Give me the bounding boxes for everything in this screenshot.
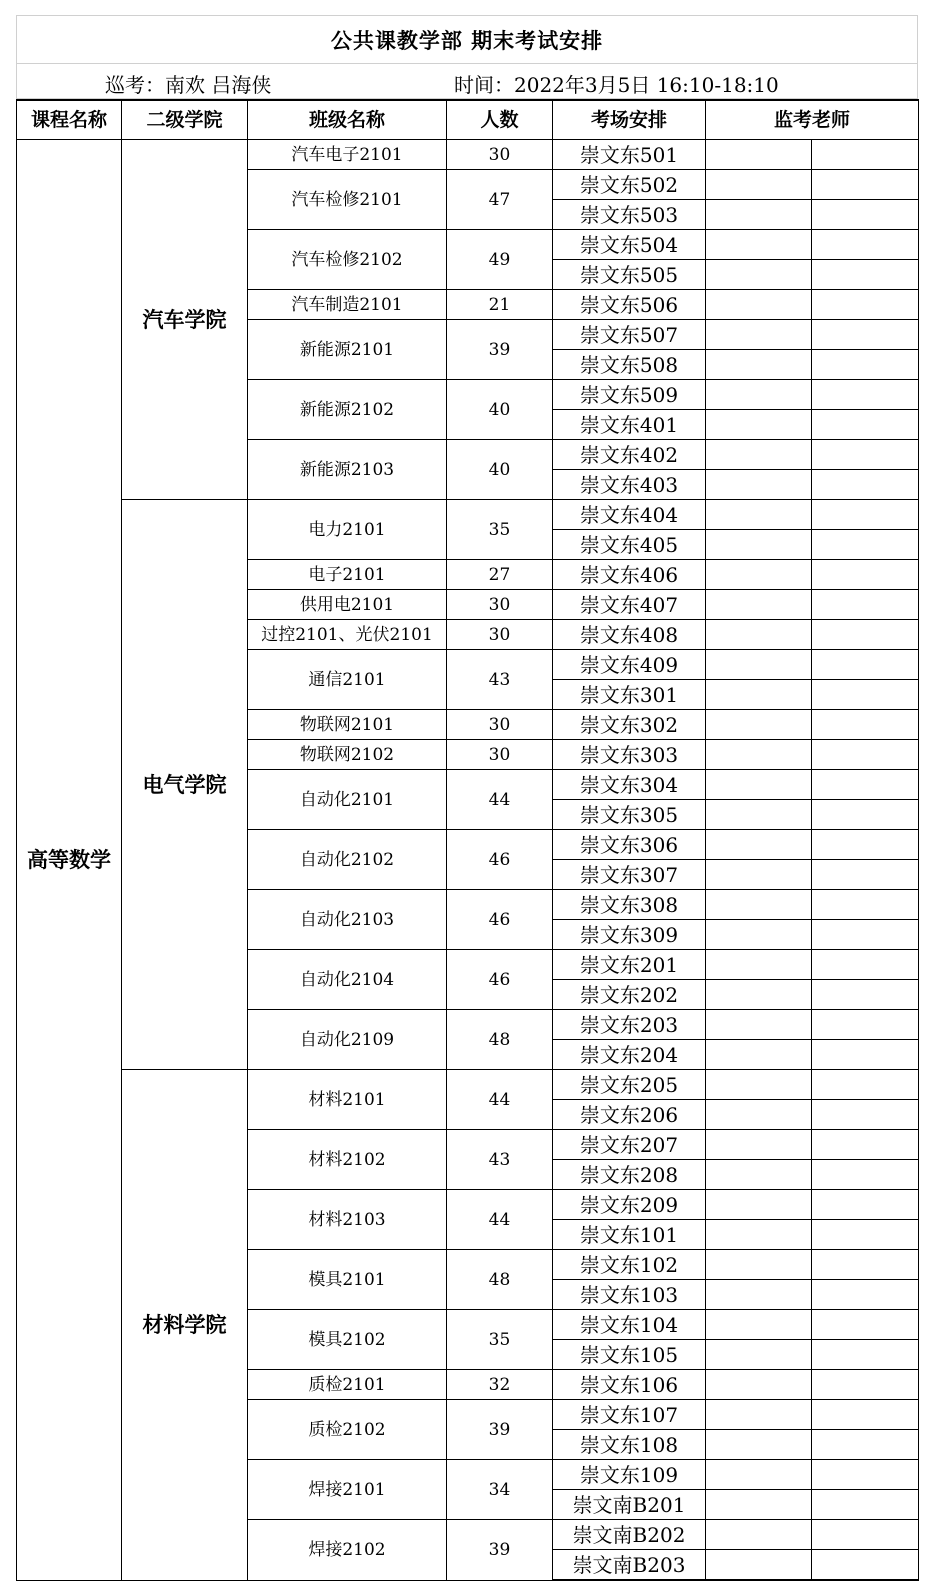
proctor-cell-1[interactable]: [706, 740, 812, 770]
proctor-cell-1[interactable]: [706, 920, 812, 950]
exam-room-cell: 崇文南B203: [553, 1550, 706, 1581]
proctor-cell-2[interactable]: [812, 290, 919, 320]
proctor-cell-2[interactable]: [812, 410, 919, 440]
student-count-cell: 46: [447, 890, 553, 950]
proctor-cell-1[interactable]: [706, 1430, 812, 1460]
proctor-cell-1[interactable]: [706, 1130, 812, 1160]
class-name-cell: 材料2101: [248, 1070, 447, 1130]
exam-room-cell: 崇文东106: [553, 1370, 706, 1400]
exam-room-cell: 崇文东507: [553, 320, 706, 350]
proctor-cell-2[interactable]: [812, 770, 919, 800]
proctor-cell-2[interactable]: [812, 500, 919, 530]
proctor-cell-2[interactable]: [812, 1310, 919, 1340]
proctor-cell-2[interactable]: [812, 380, 919, 410]
proctor-cell-2[interactable]: [812, 980, 919, 1010]
student-count-cell: 48: [447, 1010, 553, 1070]
proctor-cell-1[interactable]: [706, 1280, 812, 1310]
proctor-cell-2[interactable]: [812, 860, 919, 890]
proctor-cell-2[interactable]: [812, 560, 919, 590]
proctor-cell-1[interactable]: [706, 1100, 812, 1130]
sheet-title: 公共课教学部 期末考试安排: [16, 15, 918, 63]
student-count-cell: 30: [447, 590, 553, 620]
header-course: 课程名称: [17, 100, 122, 140]
exam-room-cell: 崇文东209: [553, 1190, 706, 1220]
proctor-cell-1[interactable]: [706, 380, 812, 410]
proctor-cell-2[interactable]: [812, 140, 919, 170]
class-name-cell: 汽车检修2102: [248, 230, 447, 290]
proctor-cell-2[interactable]: [812, 920, 919, 950]
proctor-cell-2[interactable]: [812, 590, 919, 620]
class-name-cell: 焊接2102: [248, 1520, 447, 1581]
student-count-cell: 39: [447, 1520, 553, 1581]
exam-room-cell: 崇文东202: [553, 980, 706, 1010]
exam-room-cell: 崇文东304: [553, 770, 706, 800]
proctor-cell-2[interactable]: [812, 1160, 919, 1190]
proctor-cell-2[interactable]: [812, 1070, 919, 1100]
header-room: 考场安排: [553, 100, 706, 140]
exam-room-cell: 崇文东502: [553, 170, 706, 200]
proctor-cell-1[interactable]: [706, 1520, 812, 1550]
class-name-cell: 模具2101: [248, 1250, 447, 1310]
proctor-cell-2[interactable]: [812, 710, 919, 740]
proctor-cell-2[interactable]: [812, 530, 919, 560]
proctor-cell-1[interactable]: [706, 950, 812, 980]
exam-room-cell: 崇文东505: [553, 260, 706, 290]
proctor-cell-2[interactable]: [812, 1400, 919, 1430]
class-name-cell: 质检2102: [248, 1400, 447, 1460]
exam-room-cell: 崇文东303: [553, 740, 706, 770]
class-name-cell: 新能源2103: [248, 440, 447, 500]
proctor-cell-2[interactable]: [812, 830, 919, 860]
proctor-cell-2[interactable]: [812, 740, 919, 770]
header-count: 人数: [447, 100, 553, 140]
table-header-row: [17, 100, 919, 140]
proctor-cell-1[interactable]: [706, 1010, 812, 1040]
proctor-cell-2[interactable]: [812, 1430, 919, 1460]
exam-room-cell: 崇文东109: [553, 1460, 706, 1490]
proctor-cell-1[interactable]: [706, 170, 812, 200]
proctor-cell-2[interactable]: [812, 1490, 919, 1520]
college-name-cell: 汽车学院: [122, 140, 248, 500]
student-count-cell: 46: [447, 830, 553, 890]
student-count-cell: 32: [447, 1370, 553, 1400]
student-count-cell: 43: [447, 1130, 553, 1190]
class-name-cell: 自动化2104: [248, 950, 447, 1010]
proctor-cell-2[interactable]: [812, 230, 919, 260]
header-class: 班级名称: [248, 100, 447, 140]
proctor-cell-1[interactable]: [706, 500, 812, 530]
proctor-cell-1[interactable]: [706, 1310, 812, 1340]
student-count-cell: 46: [447, 950, 553, 1010]
class-name-cell: 新能源2102: [248, 380, 447, 440]
proctor-cell-2[interactable]: [812, 1190, 919, 1220]
proctor-cell-2[interactable]: [812, 1220, 919, 1250]
student-count-cell: 40: [447, 380, 553, 440]
proctor-cell-2[interactable]: [812, 950, 919, 980]
proctor-cell-2[interactable]: [812, 170, 919, 200]
student-count-cell: 49: [447, 230, 553, 290]
proctor-cell-2[interactable]: [812, 1040, 919, 1070]
college-name-cell: 电气学院: [122, 500, 248, 1070]
exam-room-cell: 崇文东504: [553, 230, 706, 260]
proctor-cell-1[interactable]: [706, 680, 812, 710]
exam-room-cell: 崇文东206: [553, 1100, 706, 1130]
exam-room-cell: 崇文东402: [553, 440, 706, 470]
proctor-cell-1[interactable]: [706, 260, 812, 290]
proctor-cell-1[interactable]: [706, 1370, 812, 1400]
proctor-cell-1[interactable]: [706, 470, 812, 500]
class-name-cell: 物联网2102: [248, 740, 447, 770]
proctor-cell-1[interactable]: [706, 410, 812, 440]
exam-time: 时间：2022年3月5日 16:10-18:10: [454, 73, 779, 97]
proctor-cell-1[interactable]: [706, 1250, 812, 1280]
exam-room-cell: 崇文东102: [553, 1250, 706, 1280]
exam-room-cell: 崇文东205: [553, 1070, 706, 1100]
college-name-cell: 材料学院: [122, 1070, 248, 1581]
class-name-cell: 汽车电子2101: [248, 140, 447, 170]
exam-schedule-sheet: [16, 15, 918, 1581]
proctor-cell-1[interactable]: [706, 800, 812, 830]
exam-room-cell: 崇文东301: [553, 680, 706, 710]
exam-room-cell: 崇文东508: [553, 350, 706, 380]
proctor-cell-2[interactable]: [812, 440, 919, 470]
proctor-cell-2[interactable]: [812, 890, 919, 920]
student-count-cell: 43: [447, 650, 553, 710]
proctor-cell-1[interactable]: [706, 1340, 812, 1370]
student-count-cell: 44: [447, 1190, 553, 1250]
exam-room-cell: 崇文东104: [553, 1310, 706, 1340]
exam-room-cell: 崇文东103: [553, 1280, 706, 1310]
patrol-staff: 巡考：南欢 吕海侠: [105, 73, 272, 97]
class-name-cell: 材料2103: [248, 1190, 447, 1250]
exam-room-cell: 崇文东201: [553, 950, 706, 980]
proctor-cell-2[interactable]: [812, 350, 919, 380]
header-teacher: 监考老师: [706, 100, 919, 140]
proctor-cell-1[interactable]: [706, 710, 812, 740]
proctor-cell-1[interactable]: [706, 770, 812, 800]
proctor-cell-1[interactable]: [706, 290, 812, 320]
proctor-cell-1[interactable]: [706, 650, 812, 680]
student-count-cell: 27: [447, 560, 553, 590]
proctor-cell-2[interactable]: [812, 1100, 919, 1130]
proctor-cell-1[interactable]: [706, 230, 812, 260]
proctor-cell-2[interactable]: [812, 1130, 919, 1160]
student-count-cell: 34: [447, 1460, 553, 1520]
student-count-cell: 47: [447, 170, 553, 230]
proctor-cell-1[interactable]: [706, 620, 812, 650]
student-count-cell: 40: [447, 440, 553, 500]
class-name-cell: 过控2101、光伏2101: [248, 620, 447, 650]
class-name-cell: 新能源2101: [248, 320, 447, 380]
class-name-cell: 自动化2103: [248, 890, 447, 950]
class-name-cell: 电力2101: [248, 500, 447, 560]
student-count-cell: 44: [447, 1070, 553, 1130]
proctor-cell-1[interactable]: [706, 350, 812, 380]
proctor-cell-2[interactable]: [812, 1520, 919, 1550]
exam-room-cell: 崇文东404: [553, 500, 706, 530]
proctor-cell-2[interactable]: [812, 1010, 919, 1040]
proctor-cell-1[interactable]: [706, 980, 812, 1010]
proctor-cell-1[interactable]: [706, 320, 812, 350]
student-count-cell: 35: [447, 500, 553, 560]
proctor-cell-2[interactable]: [812, 320, 919, 350]
exam-room-cell: 崇文东308: [553, 890, 706, 920]
student-count-cell: 30: [447, 710, 553, 740]
proctor-cell-2[interactable]: [812, 1280, 919, 1310]
proctor-cell-1[interactable]: [706, 590, 812, 620]
proctor-cell-1[interactable]: [706, 890, 812, 920]
course-name-cell: 高等数学: [17, 140, 122, 1581]
exam-room-cell: 崇文东108: [553, 1430, 706, 1460]
exam-room-cell: 崇文东203: [553, 1010, 706, 1040]
exam-room-cell: 崇文东403: [553, 470, 706, 500]
class-name-cell: 物联网2101: [248, 710, 447, 740]
proctor-cell-1[interactable]: [706, 140, 812, 170]
exam-room-cell: 崇文东207: [553, 1130, 706, 1160]
proctor-cell-2[interactable]: [812, 200, 919, 230]
proctor-cell-1[interactable]: [706, 860, 812, 890]
proctor-cell-1[interactable]: [706, 1190, 812, 1220]
student-count-cell: 30: [447, 740, 553, 770]
exam-room-cell: 崇文东407: [553, 590, 706, 620]
exam-room-cell: 崇文南B201: [553, 1490, 706, 1520]
table-row: [17, 140, 919, 170]
class-name-cell: 模具2102: [248, 1310, 447, 1370]
proctor-cell-1[interactable]: [706, 200, 812, 230]
proctor-cell-2[interactable]: [812, 650, 919, 680]
exam-room-cell: 崇文东307: [553, 860, 706, 890]
proctor-cell-1[interactable]: [706, 1460, 812, 1490]
proctor-cell-2[interactable]: [812, 680, 919, 710]
class-name-cell: 自动化2101: [248, 770, 447, 830]
exam-room-cell: 崇文东501: [553, 140, 706, 170]
exam-room-cell: 崇文东405: [553, 530, 706, 560]
proctor-cell-1[interactable]: [706, 1490, 812, 1520]
table-row: [17, 500, 919, 530]
class-name-cell: 材料2102: [248, 1130, 447, 1190]
sheet-subheader: [16, 63, 918, 99]
exam-room-cell: 崇文东408: [553, 620, 706, 650]
exam-room-cell: 崇文东208: [553, 1160, 706, 1190]
class-name-cell: 电子2101: [248, 560, 447, 590]
proctor-cell-2[interactable]: [812, 1250, 919, 1280]
class-name-cell: 汽车制造2101: [248, 290, 447, 320]
student-count-cell: 30: [447, 140, 553, 170]
exam-room-cell: 崇文东506: [553, 290, 706, 320]
proctor-cell-2[interactable]: [812, 1370, 919, 1400]
student-count-cell: 48: [447, 1250, 553, 1310]
exam-room-cell: 崇文东305: [553, 800, 706, 830]
student-count-cell: 35: [447, 1310, 553, 1370]
proctor-cell-1[interactable]: [706, 830, 812, 860]
proctor-cell-2[interactable]: [812, 620, 919, 650]
proctor-cell-2[interactable]: [812, 1340, 919, 1370]
exam-room-cell: 崇文东401: [553, 410, 706, 440]
proctor-cell-2[interactable]: [812, 1550, 919, 1581]
proctor-cell-1[interactable]: [706, 530, 812, 560]
student-count-cell: 44: [447, 770, 553, 830]
exam-room-cell: 崇文东306: [553, 830, 706, 860]
exam-room-cell: 崇文南B202: [553, 1520, 706, 1550]
class-name-cell: 自动化2109: [248, 1010, 447, 1070]
proctor-cell-1[interactable]: [706, 1040, 812, 1070]
student-count-cell: 21: [447, 290, 553, 320]
exam-room-cell: 崇文东503: [553, 200, 706, 230]
exam-room-cell: 崇文东302: [553, 710, 706, 740]
proctor-cell-2[interactable]: [812, 260, 919, 290]
exam-room-cell: 崇文东204: [553, 1040, 706, 1070]
student-count-cell: 30: [447, 620, 553, 650]
proctor-cell-2[interactable]: [812, 1460, 919, 1490]
schedule-table: [16, 99, 919, 1581]
proctor-cell-1[interactable]: [706, 1070, 812, 1100]
class-name-cell: 通信2101: [248, 650, 447, 710]
exam-room-cell: 崇文东105: [553, 1340, 706, 1370]
exam-room-cell: 崇文东409: [553, 650, 706, 680]
exam-room-cell: 崇文东107: [553, 1400, 706, 1430]
proctor-cell-1[interactable]: [706, 440, 812, 470]
proctor-cell-2[interactable]: [812, 470, 919, 500]
proctor-cell-1[interactable]: [706, 1550, 812, 1581]
proctor-cell-1[interactable]: [706, 1400, 812, 1430]
exam-room-cell: 崇文东509: [553, 380, 706, 410]
class-name-cell: 质检2101: [248, 1370, 447, 1400]
exam-room-cell: 崇文东406: [553, 560, 706, 590]
class-name-cell: 供用电2101: [248, 590, 447, 620]
class-name-cell: 焊接2101: [248, 1460, 447, 1520]
proctor-cell-2[interactable]: [812, 800, 919, 830]
class-name-cell: 汽车检修2101: [248, 170, 447, 230]
class-name-cell: 自动化2102: [248, 830, 447, 890]
student-count-cell: 39: [447, 1400, 553, 1460]
student-count-cell: 39: [447, 320, 553, 380]
table-row: [17, 1070, 919, 1100]
header-college: 二级学院: [122, 100, 248, 140]
proctor-cell-1[interactable]: [706, 1160, 812, 1190]
proctor-cell-1[interactable]: [706, 560, 812, 590]
exam-room-cell: 崇文东101: [553, 1220, 706, 1250]
exam-room-cell: 崇文东309: [553, 920, 706, 950]
proctor-cell-1[interactable]: [706, 1220, 812, 1250]
